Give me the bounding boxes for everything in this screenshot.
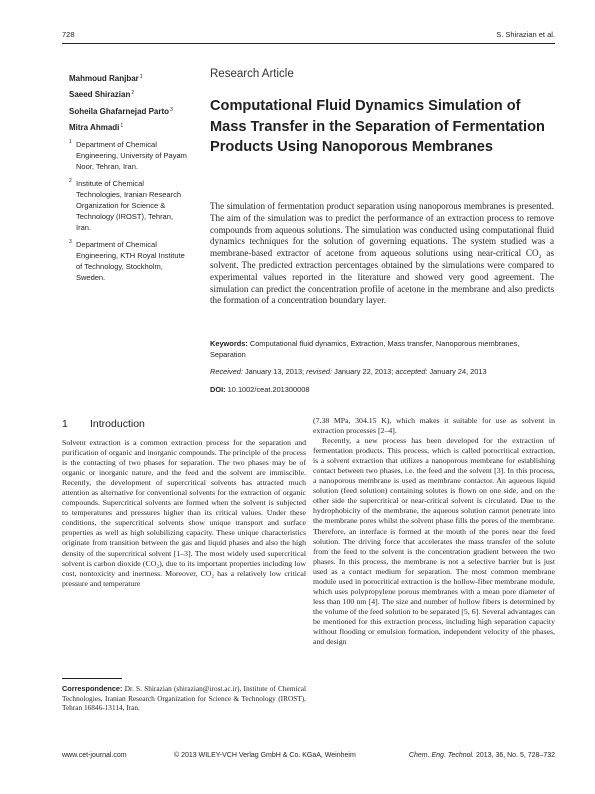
doi: DOI: 10.1002/ceat.201300008 bbox=[210, 385, 310, 394]
affiliation: 1 Department of Chemical Engineering, University of Payam Noor, Tehran, Iran. bbox=[69, 139, 187, 171]
keywords-label: Keywords: bbox=[210, 339, 248, 348]
correspondence-footnote: Correspondence: Dr. S. Shirazian (shirazian@irost.ac.ir), Institute of Chemical Technologies, Iranian Research Organization for Science & Technology (IROST), Tehran 16846-13114, Iran. bbox=[62, 684, 307, 713]
paragraph: Solvent extraction is a common extraction process for the separation and purification of organic and inorganic compounds. The principle of the process is the contacting of two phases for separation. The two phases may be of organic or inorganic nature, and the feed and the solvent are immiscible. Recently, the development of supercritical solvents has attracted much attention as alternative for conventional solvents for the extraction of organic compounds. Supercritical solvents are formed when the solvent is subjected to temperatures and pressures higher than its critical values. Under these conditions, the supercritical solvents show unique transport and surface properties as well as high solubilizing capacity. These unique characteristics originate from transition between the gas and liquid phases and also the high density of the supercritical solvent [1–3]. The most widely used supercritical solvent is carbon dioxide (CO₂), due to its important properties including low cost, nontoxicity and inertness. Moreover, CO₂ has a relatively low critical pressure and temperature bbox=[62, 438, 306, 588]
keywords-text: Computational fluid dynamics, Extraction, Mass transfer, Nanoporous membranes, Separation bbox=[210, 339, 520, 359]
keywords bbox=[210, 339, 540, 360]
affiliation: 2 Institute of Chemical Technologies, Iranian Research Organization for Science & Technology (IROST), Tehran, Iran. bbox=[69, 178, 182, 232]
citation: Chem. Eng. Technol. 2013, 36, No. 5, 728–732 bbox=[408, 752, 555, 759]
paragraph: (7.38 MPa, 304.15 K), which makes it suitable for use as solvent in extraction processes [2–4]. bbox=[313, 416, 555, 436]
author-list bbox=[69, 70, 199, 136]
body-column-right bbox=[313, 416, 555, 647]
journal-website[interactable]: www.cet-journal.com bbox=[62, 752, 127, 759]
doi-link[interactable]: 10.1002/ceat.201300008 bbox=[227, 385, 310, 394]
footnote-rule bbox=[62, 678, 122, 679]
running-head: S. Shirazian et al. bbox=[496, 30, 555, 39]
article-type: Research Article bbox=[210, 68, 294, 80]
article-dates: Received: January 13, 2013; revised: January 22, 2013; accepted: January 24, 2013 bbox=[210, 367, 487, 376]
abstract: The simulation of fermentation product separation using nanoporous membranes is presented. The aim of the simulation was to predict the performance of an extraction process to remove compounds from aqueous solutions. The simulation was conducted using computational fluid dynamics techniques for the solution of governing equations. The system studied was a membrane-based extractor of acetone from aqueous solutions using near-critical CO₂ as solvent. The predicted extraction percentages obtained by the simulations were compared to experimental values reported in the literature and showed very good agreement. The simulation can predict the concentration profile of acetone in the membrane and also predicts the formation of a concentration boundary layer. bbox=[210, 201, 554, 306]
paragraph: Recently, a new process has been developed for the extraction of fermentation products. This process, which is called porocritical extraction, is a solvent extraction that utilizes a nanoporous membrane for establishing contact between two phases, i.e. the feed and the solvent [3]. In this process, a nanoporous membrane is used as membrane contactor. An aqueous liquid solution (feed solution) containing solutes is flown on one side, and on the other side the supercritical or near-critical solvent is circulated. Due to the hydrophobicity of the membrane, the aqueous solution cannot penetrate into the membrane pores whilst the solvent phase fills the pores of the membrane. Therefore, an interface is formed at the mouth of the pores near the feed solution. The driving force that accelerates the mass transfer of the solute from the feed to the solvent is the concentration gradient between the two phases. In this process, the membrane is not a selective barrier but is just used as a contact medium for separation. The most common membrane module used in porocritical extraction is the hollow-fiber membrane module, which uses polypropylene porous membranes with a mean pore diameter of less than 100 nm [4]. The size and number of hollow fibers is determined by the volume of the feed solution to be separated [5, 6]. Several advantages can be mentioned for this extraction process, including high separation capacity without flooding or emulsion formation, independent velocity of the phases, and design bbox=[313, 436, 555, 647]
author-name: Mitra Ahmadi$^1$ bbox=[69, 123, 124, 133]
author-name: Mahmoud Ranjbar$^1$ bbox=[69, 74, 143, 83]
section-heading: 1 Introduction bbox=[62, 418, 145, 430]
article-title: Computational Fluid Dynamics Simulation of Mass Transfer in the Separation of Fermentation Products Using Nanoporous Membranes bbox=[210, 98, 545, 155]
header-rule bbox=[62, 43, 555, 44]
page-number: 728 bbox=[62, 30, 75, 39]
affiliation: 3 Department of Chemical Engineering, KTH Royal Institute of Technology, Stockholm, Sweden. bbox=[69, 239, 185, 282]
body-column-left bbox=[62, 438, 306, 589]
copyright: © 2013 WILEY-VCH Verlag GmbH & Co. KGaA, Weinheim bbox=[174, 752, 356, 759]
affiliation-list bbox=[69, 140, 189, 291]
author-name: Soheila Ghafarnejad Parto$^3$ bbox=[69, 106, 173, 116]
author-name: Saeed Shirazian$^2$ bbox=[69, 90, 135, 100]
